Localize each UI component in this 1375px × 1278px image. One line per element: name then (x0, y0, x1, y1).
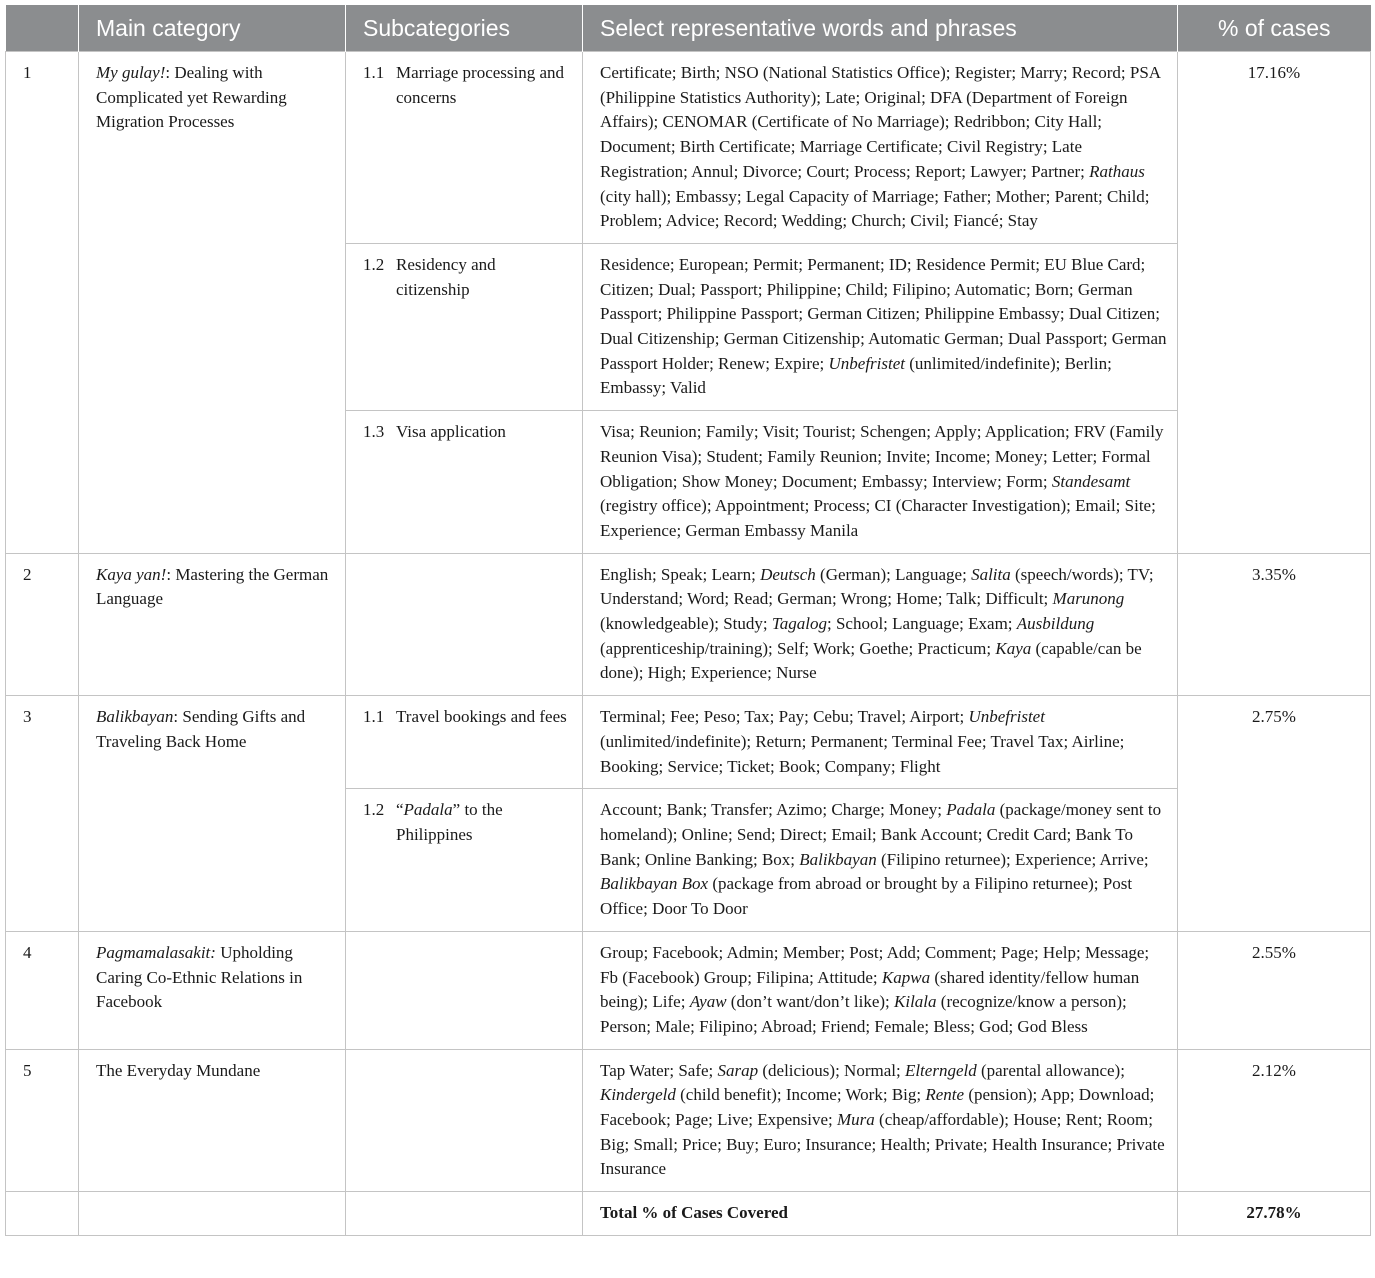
words-cell: Visa; Reunion; Family; Visit; Tourist; Schengen; Apply; Application; FRV (Family Reunion Visa); Student; Family Reunion; Invite; Income; Money; Letter; Formal Obligation; Show Money; Document; Embassy; Interview; Form; Standesamt (registry office); Appointment; Process; CI (Character Investigation); Email; Site; Experience; German Embassy Manila (583, 411, 1178, 554)
subcategory: 1.3 Visa application (346, 411, 583, 554)
subcategory (346, 1049, 583, 1192)
row-number: 4 (6, 931, 79, 1049)
total-label: Total % of Cases Covered (583, 1192, 1178, 1236)
table-row (6, 931, 1371, 1049)
total-value: 27.78% (1178, 1192, 1371, 1236)
row-number: 5 (6, 1049, 79, 1192)
main-category: The Everyday Mundane (79, 1049, 346, 1192)
header-percent: % of cases (1178, 5, 1371, 52)
words-cell: Tap Water; Safe; Sarap (delicious); Normal; Elterngeld (parental allowance); Kindergeld (child benefit); Income; Work; Big; Rente (pension); App; Download; Facebook; Page; Live; Expensive; Mura (cheap/affordable); House; Rent; Room; Big; Small; Price; Buy; Euro; Insurance; Health; Private; Health Insurance; Private Insurance (583, 1049, 1178, 1192)
table-row (6, 1049, 1371, 1192)
category-table (5, 5, 1371, 1236)
header-subcategories: Subcategories (346, 5, 583, 52)
subcategory (346, 553, 583, 696)
words-cell: Residence; European; Permit; Permanent; ID; Residence Permit; EU Blue Card; Citizen; Dual; Passport; Philippine; Child; Filipino; Automatic; Born; German Passport; Philippine Passport; German Citizen; Philippine Embassy; Dual Citizen; Dual Citizenship; German Citizenship; Automatic German; Dual Passport; German Passport Holder; Renew; Expire; Unbefristet (unlimited/indefinite); Berlin; Embassy; Valid (583, 243, 1178, 410)
main-category: Pagmamalasakit: Upholding Caring Co-Ethnic Relations in Facebook (79, 931, 346, 1049)
percent-cell: 2.55% (1178, 931, 1371, 1049)
row-number: 2 (6, 553, 79, 696)
row-number: 3 (6, 696, 79, 932)
table-row (6, 696, 1371, 789)
main-category: My gulay!: Dealing with Complicated yet Rewarding Migration Processes (79, 52, 346, 554)
header-number (6, 5, 79, 52)
subcategory: 1.1 Marriage processing and concerns (346, 52, 583, 244)
main-category: Kaya yan!: Mastering the German Language (79, 553, 346, 696)
words-cell: Group; Facebook; Admin; Member; Post; Add; Comment; Page; Help; Message; Fb (Facebook) Group; Filipina; Attitude; Kapwa (shared identity/fellow human being); Life; Ayaw (don’t want/don’t like); Kilala (recognize/know a person); Person; Male; Filipino; Abroad; Friend; Female; Bless; God; God Bless (583, 931, 1178, 1049)
header-words: Select representative words and phrases (583, 5, 1178, 52)
words-cell: Certificate; Birth; NSO (National Statistics Office); Register; Marry; Record; PSA (Philippine Statistics Authority); Late; Original; DFA (Department of Foreign Affairs); CENOMAR (Certificate of No Marriage); Redribbon; City Hall; Document; Birth Certificate; Marriage Certificate; Civil Registry; Late Registration; Annul; Divorce; Court; Process; Report; Lawyer; Partner; Rathaus (city hall); Embassy; Legal Capacity of Marriage; Father; Mother; Parent; Child; Problem; Advice; Record; Wedding; Church; Civil; Fiancé; Stay (583, 52, 1178, 244)
header-main-category: Main category (79, 5, 346, 52)
words-cell: Terminal; Fee; Peso; Tax; Pay; Cebu; Travel; Airport; Unbefristet (unlimited/indefinite); Return; Permanent; Terminal Fee; Travel Tax; Airline; Booking; Service; Ticket; Book; Company; Flight (583, 696, 1178, 789)
row-number: 1 (6, 52, 79, 554)
words-cell: English; Speak; Learn; Deutsch (German); Language; Salita (speech/words); TV; Understand; Word; Read; German; Wrong; Home; Talk; Difficult; Marunong (knowledgeable); Study; Tagalog; School; Language; Exam; Ausbildung (apprenticeship/training); Self; Work; Goethe; Practicum; Kaya (capable/can be done); High; Experience; Nurse (583, 553, 1178, 696)
subcategory: 1.2 Residency and citizenship (346, 243, 583, 410)
percent-cell: 2.12% (1178, 1049, 1371, 1192)
main-category: Balikbayan: Sending Gifts and Traveling Back Home (79, 696, 346, 932)
subcategory: 1.2 “Padala” to the Philippines (346, 789, 583, 932)
words-cell: Account; Bank; Transfer; Azimo; Charge; Money; Padala (package/money sent to homeland); Online; Send; Direct; Email; Bank Account; Credit Card; Bank To Bank; Online Banking; Box; Balikbayan (Filipino returnee); Experience; Arrive; Balikbayan Box (package from abroad or brought by a Filipino returnee); Post Office; Door To Door (583, 789, 1178, 932)
percent-cell: 17.16% (1178, 52, 1371, 554)
table-row (6, 52, 1371, 244)
table-row (6, 553, 1371, 696)
table-header (6, 5, 1371, 52)
percent-cell: 2.75% (1178, 696, 1371, 932)
subcategory: 1.1 Travel bookings and fees (346, 696, 583, 789)
percent-cell: 3.35% (1178, 553, 1371, 696)
total-row (6, 1192, 1371, 1236)
subcategory (346, 931, 583, 1049)
